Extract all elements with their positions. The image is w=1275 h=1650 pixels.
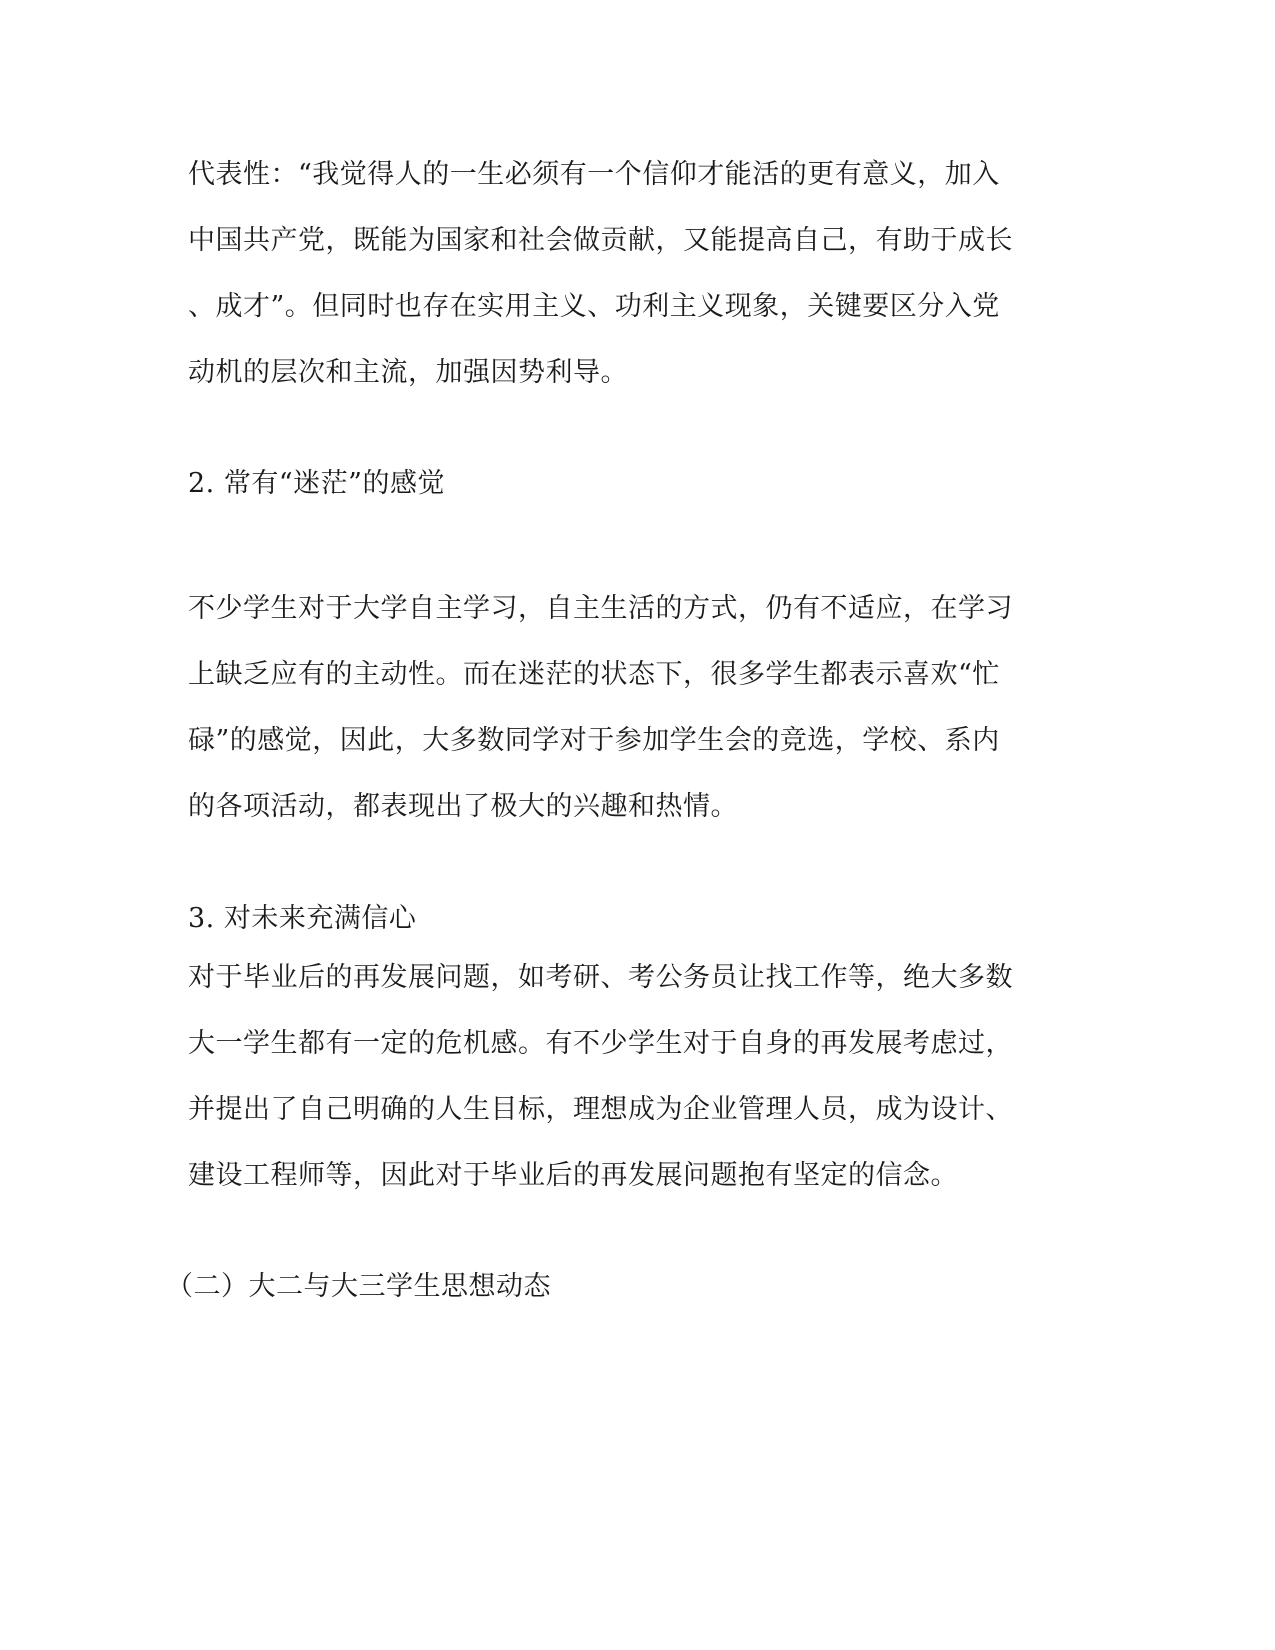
paragraph-line: 中国共产党，既能为国家和社会做贡献，又能提高自己，有助于成长 xyxy=(188,225,1013,256)
heading-confusion: 2. 常有“迷茫”的感觉 xyxy=(188,468,445,499)
paragraph-confidence xyxy=(188,945,1068,1209)
section-heading-sophomore-junior: （二）大二与大三学生思想动态 xyxy=(166,1271,551,1302)
paragraph-line: 上缺乏应有的主动性。而在迷茫的状态下，很多学生都表示喜欢“忙 xyxy=(188,659,1000,690)
paragraph-line: 不少学生对于大学自主学习，自主生活的方式，仍有不适应，在学习 xyxy=(188,593,1013,624)
paragraph-line: 动机的层次和主流，加强因势利导。 xyxy=(188,357,628,388)
paragraph-line: 并提出了自己明确的人生目标，理想成为企业管理人员，成为设计、 xyxy=(188,1094,1013,1125)
heading-confidence: 3. 对未来充满信心 xyxy=(188,903,417,934)
paragraph-line: 代表性：“我觉得人的一生必须有一个信仰才能活的更有意义，加入 xyxy=(188,159,1000,190)
paragraph-line: 碌”的感觉，因此，大多数同学对于参加学生会的竞选，学校、系内 xyxy=(188,725,1000,756)
paragraph-line: 大一学生都有一定的危机感。有不少学生对于自身的再发展考虑过， xyxy=(188,1028,1013,1059)
paragraph-line: 、成才”。但同时也存在实用主义、功利主义现象，关键要区分入党 xyxy=(188,291,1000,322)
paragraph-confusion xyxy=(188,576,1068,840)
paragraph-line: 对于毕业后的再发展问题，如考研、考公务员让找工作等，绝大多数 xyxy=(188,962,1013,993)
paragraph-party-motivation xyxy=(188,142,1068,406)
paragraph-line: 建设工程师等，因此对于毕业后的再发展问题抱有坚定的信念。 xyxy=(188,1160,958,1191)
paragraph-line: 的各项活动，都表现出了极大的兴趣和热情。 xyxy=(188,791,738,822)
